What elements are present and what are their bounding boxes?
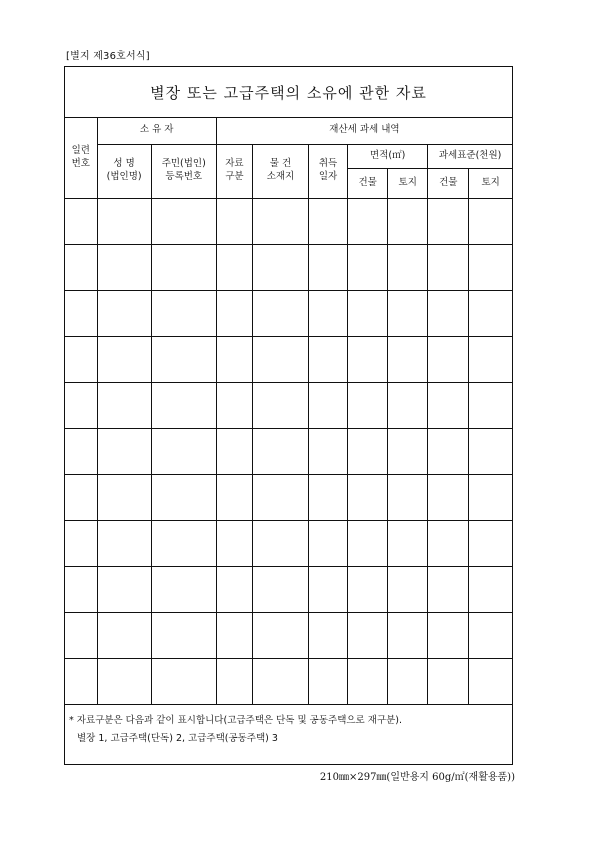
table-cell[interactable] (252, 336, 308, 382)
table-cell[interactable] (469, 612, 512, 658)
table-cell[interactable] (216, 198, 252, 244)
table-cell[interactable] (97, 428, 151, 474)
table-row (65, 612, 512, 658)
standard-building-header: 건물 (428, 168, 469, 198)
table-cell[interactable] (216, 290, 252, 336)
table-row (65, 566, 512, 612)
table-cell[interactable] (388, 198, 428, 244)
tax-group-header: 재산세 과세 내역 (216, 118, 512, 144)
table-cell[interactable] (428, 658, 469, 704)
table-cell[interactable] (252, 474, 308, 520)
data-table (65, 118, 512, 705)
table-cell[interactable] (388, 382, 428, 428)
table-cell[interactable] (97, 198, 151, 244)
footnote (65, 705, 512, 748)
table-cell[interactable] (348, 566, 388, 612)
table-cell[interactable] (309, 658, 348, 704)
table-cell[interactable] (428, 290, 469, 336)
table-cell[interactable] (428, 428, 469, 474)
table-cell[interactable] (428, 474, 469, 520)
table-cell[interactable] (388, 520, 428, 566)
table-cell[interactable] (348, 520, 388, 566)
table-cell[interactable] (252, 244, 308, 290)
table-cell[interactable] (151, 658, 216, 704)
table-cell[interactable] (428, 566, 469, 612)
table-cell[interactable] (252, 198, 308, 244)
table-cell[interactable] (348, 382, 388, 428)
table-cell[interactable] (216, 658, 252, 704)
table-cell[interactable] (151, 290, 216, 336)
table-cell[interactable] (252, 290, 308, 336)
table-cell[interactable] (65, 474, 97, 520)
table-row (65, 244, 512, 290)
form-title: 별장 또는 고급주택의 소유에 관한 자료 (150, 83, 427, 102)
table-cell[interactable] (216, 474, 252, 520)
owner-id-header: 주민(법인) 등록번호 (151, 144, 216, 198)
footnote-line-2: 별장 1, 고급주택(단독) 2, 고급주택(공동주택) 3 (77, 732, 278, 744)
table-cell[interactable] (309, 290, 348, 336)
table-row (65, 290, 512, 336)
table-cell[interactable] (151, 382, 216, 428)
table-cell[interactable] (97, 566, 151, 612)
table-cell[interactable] (348, 612, 388, 658)
form-frame (64, 66, 513, 765)
table-cell[interactable] (388, 290, 428, 336)
table-cell[interactable] (309, 612, 348, 658)
table-cell[interactable] (309, 566, 348, 612)
table-cell[interactable] (469, 382, 512, 428)
table-cell[interactable] (428, 612, 469, 658)
table-cell[interactable] (216, 382, 252, 428)
table-cell[interactable] (469, 198, 512, 244)
table-cell[interactable] (309, 474, 348, 520)
owner-group-header: 소 유 자 (97, 118, 216, 144)
table-cell[interactable] (97, 382, 151, 428)
table-cell[interactable] (469, 244, 512, 290)
table-cell[interactable] (309, 336, 348, 382)
footnote-line-1: * 자료구분은 다음과 같이 표시합니다(고급주택은 단독 및 공동주택으로 재구분). (69, 714, 403, 726)
table-cell[interactable] (469, 428, 512, 474)
area-land-header: 토지 (388, 168, 428, 198)
table-row (65, 336, 512, 382)
table-cell[interactable] (469, 658, 512, 704)
table-cell[interactable] (65, 520, 97, 566)
table-cell[interactable] (216, 244, 252, 290)
table-cell[interactable] (151, 520, 216, 566)
area-header: 면적(㎡) (348, 144, 428, 168)
table-cell[interactable] (469, 566, 512, 612)
table-cell[interactable] (388, 566, 428, 612)
table-cell[interactable] (309, 428, 348, 474)
table-cell[interactable] (97, 612, 151, 658)
table-cell[interactable] (65, 428, 97, 474)
table-cell[interactable] (97, 244, 151, 290)
table-row (65, 474, 512, 520)
table-cell[interactable] (216, 336, 252, 382)
table-cell[interactable] (252, 520, 308, 566)
table-cell[interactable] (65, 566, 97, 612)
table-cell[interactable] (65, 382, 97, 428)
table-cell[interactable] (428, 198, 469, 244)
table-cell[interactable] (151, 566, 216, 612)
table-cell[interactable] (469, 520, 512, 566)
location-header: 물 건 소재지 (252, 144, 308, 198)
table-cell[interactable] (65, 244, 97, 290)
table-cell[interactable] (428, 244, 469, 290)
table-cell[interactable] (309, 198, 348, 244)
table-cell[interactable] (348, 336, 388, 382)
table-cell[interactable] (428, 520, 469, 566)
standard-land-header: 토지 (469, 168, 512, 198)
table-cell[interactable] (469, 474, 512, 520)
table-cell[interactable] (65, 198, 97, 244)
table-cell[interactable] (216, 428, 252, 474)
table-cell[interactable] (151, 198, 216, 244)
table-cell[interactable] (97, 290, 151, 336)
data-type-header: 자료 구분 (216, 144, 252, 198)
table-cell[interactable] (216, 566, 252, 612)
table-cell[interactable] (309, 382, 348, 428)
paper-spec: 210㎜×297㎜(일반용지 60g/㎡(재활용품)) (319, 772, 515, 783)
table-cell[interactable] (216, 520, 252, 566)
table-cell[interactable] (252, 566, 308, 612)
table-row (65, 520, 512, 566)
table-cell[interactable] (252, 382, 308, 428)
table-cell[interactable] (252, 612, 308, 658)
table-cell[interactable] (216, 612, 252, 658)
table-cell[interactable] (469, 336, 512, 382)
table-cell[interactable] (65, 336, 97, 382)
table-cell[interactable] (348, 198, 388, 244)
table-cell[interactable] (388, 336, 428, 382)
table-cell[interactable] (151, 612, 216, 658)
table-cell[interactable] (97, 474, 151, 520)
table-cell[interactable] (348, 244, 388, 290)
table-cell[interactable] (151, 244, 216, 290)
form-number-label: [별지 제36호서식] (66, 51, 150, 62)
title-row (65, 67, 512, 118)
table-row (65, 658, 512, 704)
table-cell[interactable] (309, 244, 348, 290)
table-cell[interactable] (388, 244, 428, 290)
table-cell[interactable] (151, 336, 216, 382)
table-row (65, 428, 512, 474)
table-cell[interactable] (97, 336, 151, 382)
table-cell[interactable] (65, 612, 97, 658)
tax-standard-header: 과세표준(천원) (428, 144, 512, 168)
table-cell[interactable] (348, 658, 388, 704)
table-cell[interactable] (388, 658, 428, 704)
serial-header: 일련 번호 (65, 118, 97, 198)
table-cell[interactable] (348, 474, 388, 520)
table-cell[interactable] (388, 428, 428, 474)
area-building-header: 건물 (348, 168, 388, 198)
table-cell[interactable] (348, 428, 388, 474)
table-cell[interactable] (97, 658, 151, 704)
table-cell[interactable] (388, 474, 428, 520)
table-cell[interactable] (309, 520, 348, 566)
acquisition-date-header: 취득 일자 (309, 144, 348, 198)
table-cell[interactable] (428, 382, 469, 428)
table-cell[interactable] (252, 428, 308, 474)
table-row (65, 382, 512, 428)
table-cell[interactable] (151, 428, 216, 474)
table-row (65, 198, 512, 244)
table-cell[interactable] (388, 612, 428, 658)
table-cell[interactable] (151, 474, 216, 520)
table-cell[interactable] (65, 658, 97, 704)
table-cell[interactable] (348, 290, 388, 336)
table-cell[interactable] (428, 336, 469, 382)
owner-name-header: 성 명 (법인명) (97, 144, 151, 198)
table-cell[interactable] (252, 658, 308, 704)
table-cell[interactable] (65, 290, 97, 336)
table-cell[interactable] (97, 520, 151, 566)
table-cell[interactable] (469, 290, 512, 336)
